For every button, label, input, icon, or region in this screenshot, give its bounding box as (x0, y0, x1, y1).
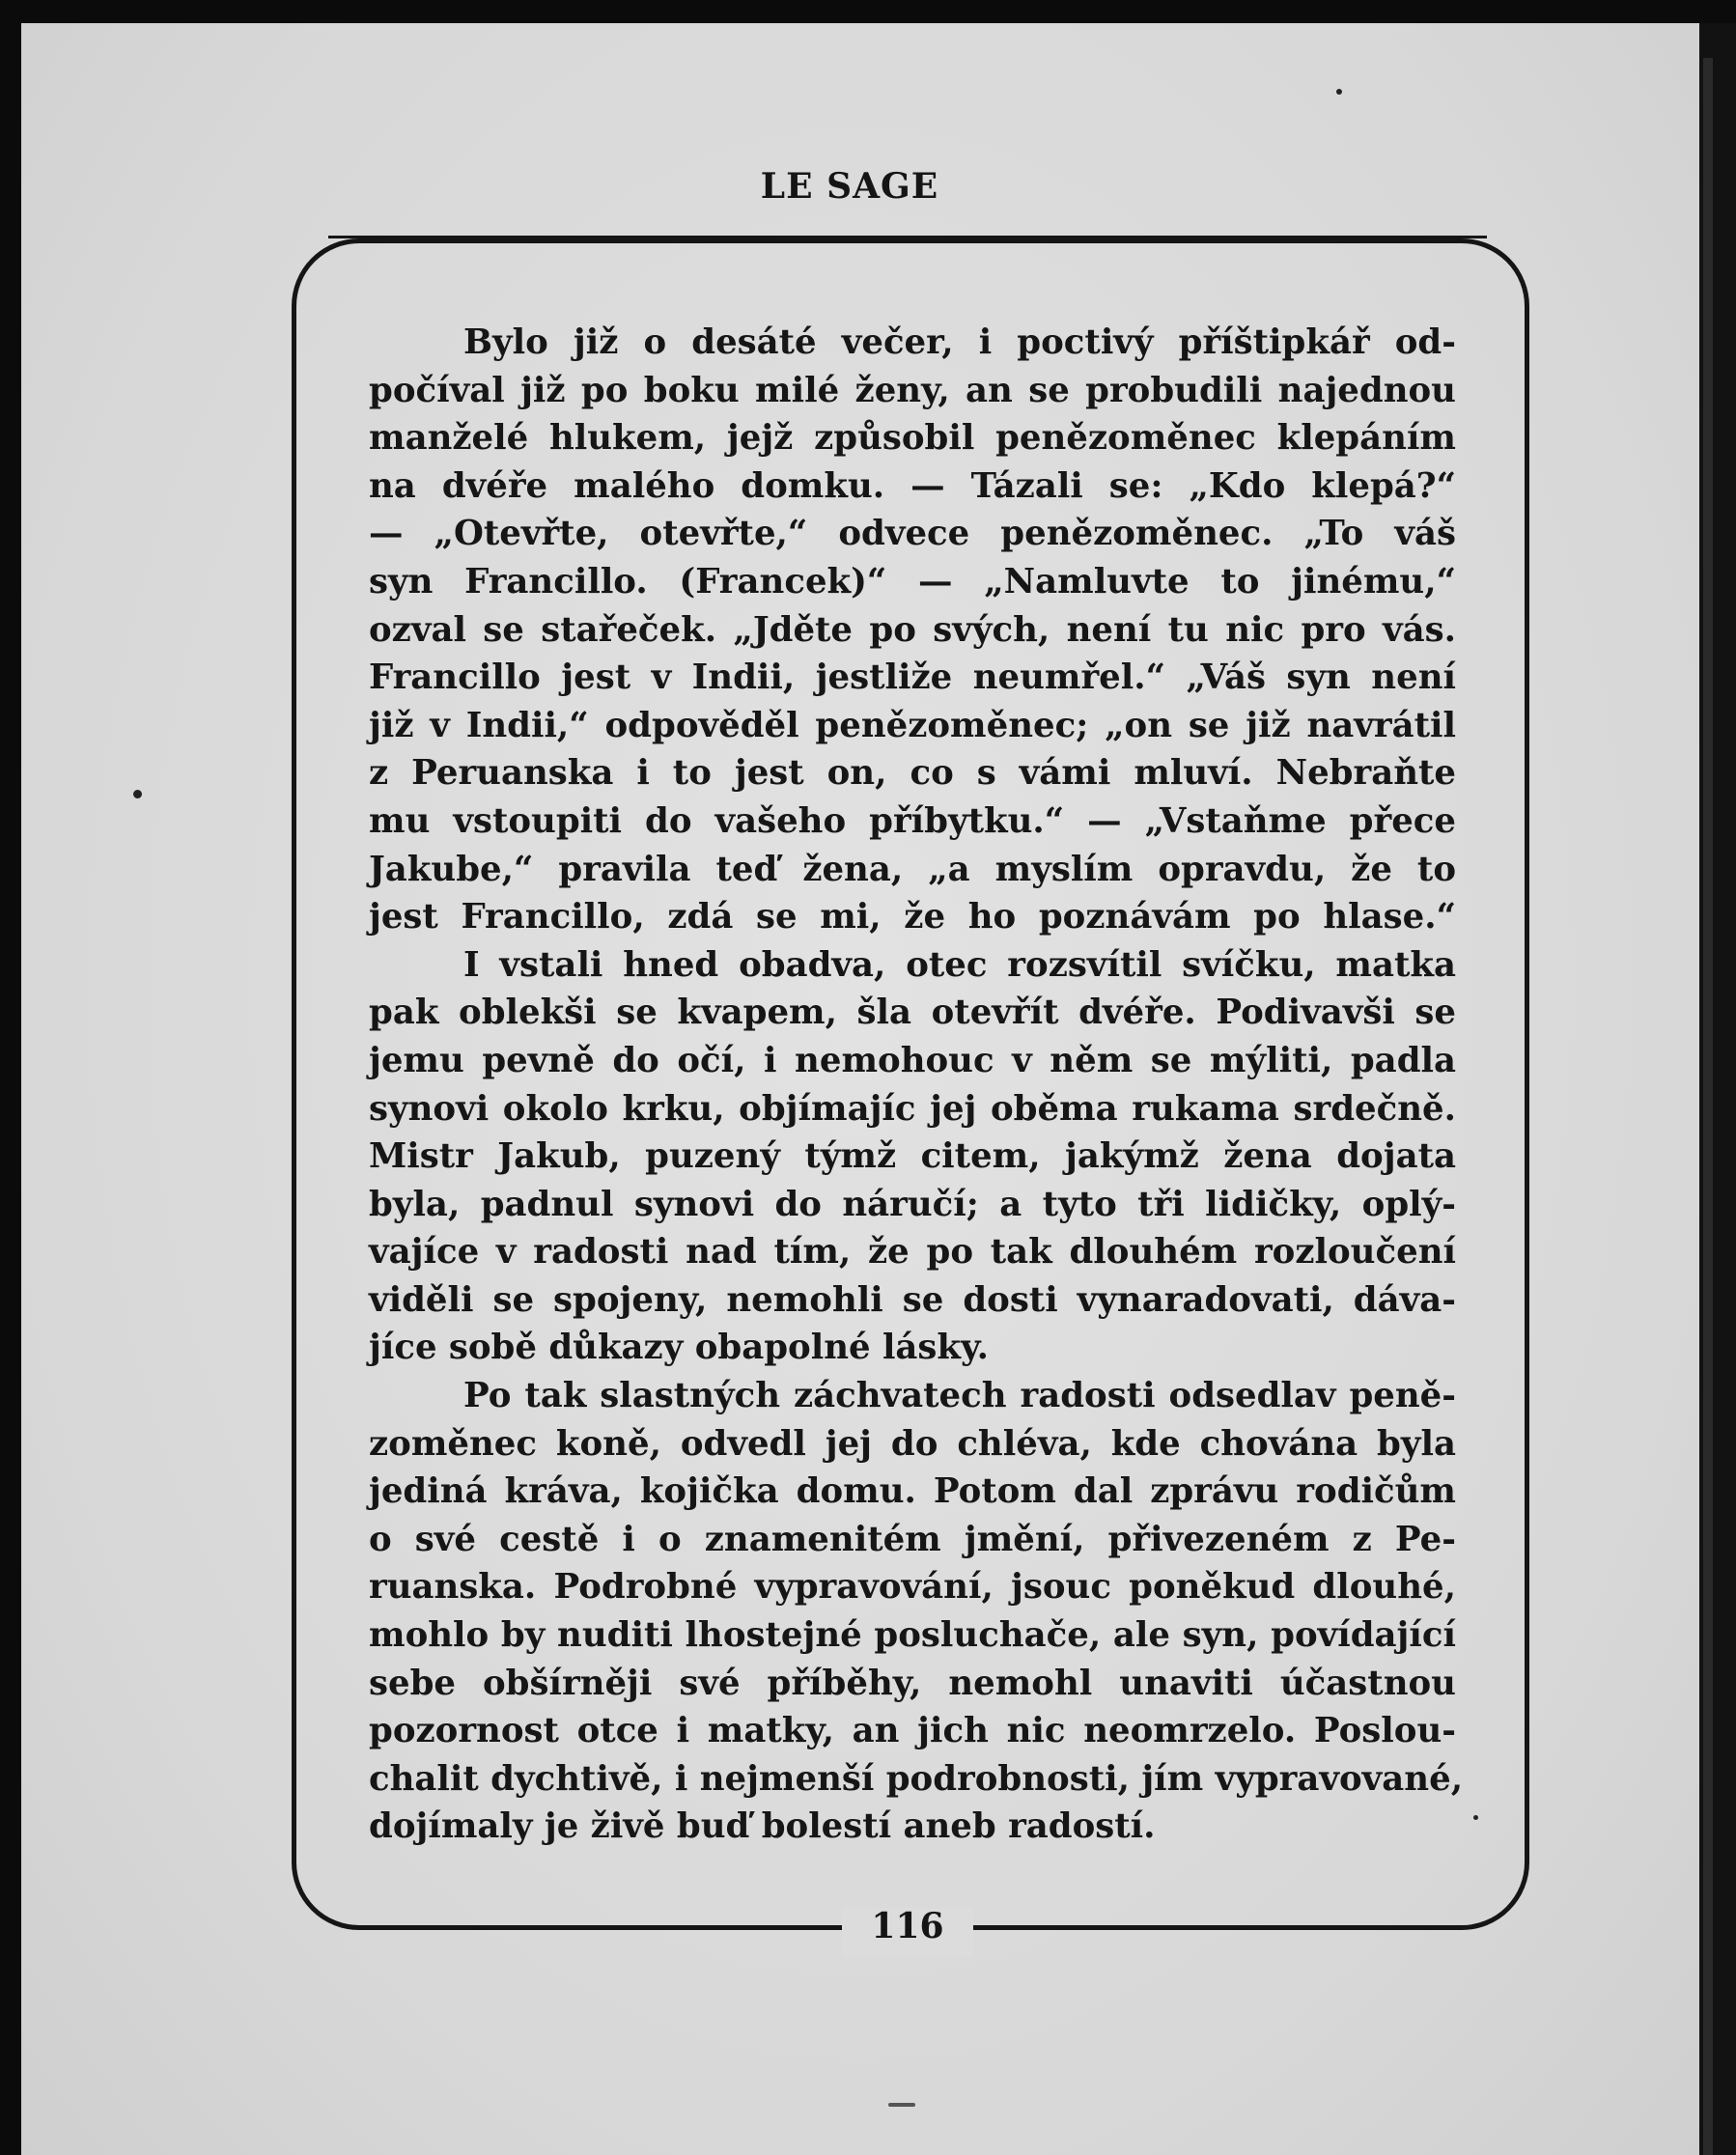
text-line: ruanska. Podrobné vypravování, jsouc poněkud dlouhé, (369, 1567, 1456, 1608)
scan-speck (888, 2103, 915, 2107)
text-line: Bylo již o desáté večer, i poctivý příštipkář od- (463, 322, 1456, 362)
scan-speck (133, 790, 142, 798)
text-line: viděli se spojeny, nemohli se dosti vynaradovati, dáva- (369, 1279, 1456, 1320)
text-line: jediná kráva, kojička domu. Potom dal zprávu rodičům (369, 1471, 1456, 1512)
text-line: jest Francillo, zdá se mi, že ho poznávám po hlase.“ (369, 897, 1456, 938)
text-line: — „Otevřte, otevřte,“ odvece penězoměnec. „To váš (369, 514, 1456, 554)
text-line: mu vstoupiti do vašeho příbytku.“ — „Vstaňme přece (369, 800, 1456, 841)
text-line: dojímaly je živě buď bolestí aneb radostí. (369, 1806, 1156, 1847)
text-line: zoměnec koně, odvedl jej do chléva, kde chována byla (369, 1423, 1456, 1464)
text-line: o své cestě i o znamenitém jmění, přivezeném z Pe- (369, 1519, 1456, 1559)
text-line: Francillo jest v Indii, jestliže neumřel.“ „Váš syn není (369, 658, 1456, 698)
facing-page-edge (1703, 58, 1713, 2155)
text-line: mohlo by nuditi lhostejné posluchače, ale syn, povídající (369, 1615, 1456, 1656)
text-line: vajíce v radosti nad tím, že po tak dlouhém rozloučení (369, 1232, 1456, 1273)
text-line: pozornost otce i matky, an jich nic neomrzelo. Poslou- (369, 1711, 1456, 1751)
text-line: manželé hlukem, jejž způsobil penězoměnec klepáním (369, 418, 1456, 459)
body-text (369, 319, 1464, 1851)
text-line: I vstali hned obadva, otec rozsvítil svíčku, matka (463, 944, 1456, 985)
text-line: syn Francillo. (Francek)“ — „Namluvte to jinému,“ (369, 561, 1456, 602)
text-line: byla, padnul synovi do náručí; a tyto tři lidičky, oplý- (369, 1184, 1456, 1224)
text-line: chalit dychtivě, i nejmenší podrobnosti, jím vypravované, (369, 1758, 1464, 1799)
text-line: pak oblekši se kvapem, šla otevřít dvéře. Podivavši se (369, 993, 1456, 1033)
text-line: na dvéře malého domku. — Tázali se: „Kdo klepá?“ (369, 465, 1456, 506)
text-line: z Peruanska i to jest on, co s vámi mluví. Nebraňte (369, 753, 1456, 794)
text-line: ozval se stařeček. „Jděte po svých, není tu nic pro vás. (369, 609, 1456, 650)
text-line: Po tak slastných záchvatech radosti odsedlav peně- (463, 1376, 1456, 1416)
text-line: jemu pevně do očí, i nemohouc v něm se mýliti, padla (369, 1040, 1456, 1080)
text-line: počíval již po boku milé ženy, an se probudili najednou (369, 370, 1456, 410)
text-line: jíce sobě důkazy obapolné lásky. (369, 1328, 989, 1368)
text-line: Jakube,“ pravila teď žena, „a myslím opravdu, že to (369, 849, 1456, 889)
text-line: již v Indii,“ odpověděl penězoměnec; „on se již navrátil (369, 705, 1456, 745)
scan-speck (1473, 1815, 1478, 1820)
scan-speck (1336, 89, 1342, 95)
text-line: Mistr Jakub, puzený týmž citem, jakýmž žena dojata (369, 1136, 1456, 1177)
text-line: synovi okolo krku, objímajíc jej oběma rukama srdečně. (369, 1088, 1456, 1129)
page-number: 116 (871, 1906, 944, 1946)
text-line: sebe obšírněji své příběhy, nemohl unaviti účastnou (369, 1663, 1456, 1703)
running-head: LE SAGE (760, 166, 939, 207)
